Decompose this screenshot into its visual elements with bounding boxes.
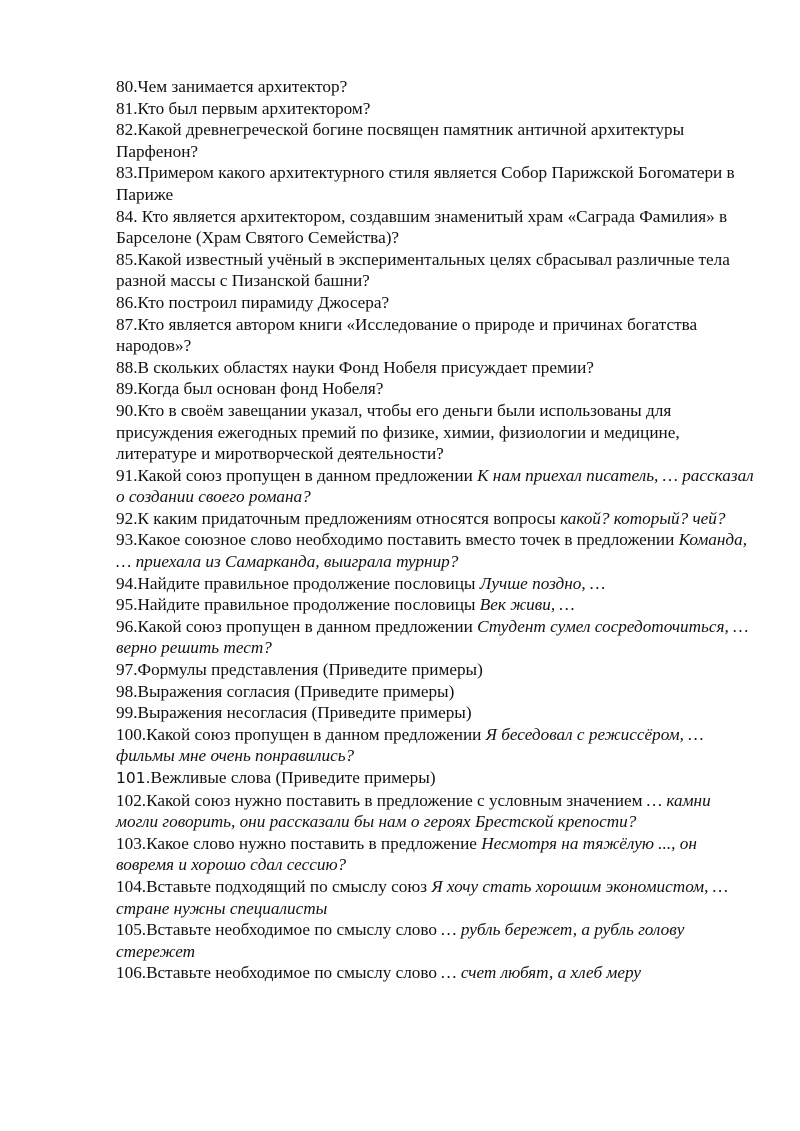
question-80: 80.Чем занимается архитектор?	[116, 77, 348, 96]
question-99: 99.Выражения несогласия (Приведите примеры)	[116, 703, 472, 723]
question-98: 98.Выражения согласия (Приведите примеры)	[116, 681, 455, 701]
question-104: 104.Вставьте подходящий по смыслу союз Я хочу стать хорошим экономистом, … стране нужны специалисты	[116, 876, 728, 918]
question-89: 89.Когда был основан фонд Нобеля?	[116, 379, 384, 399]
question-105: 105.Вставьте необходимое по смыслу слово … рубль бережет, а рубль голову стережет	[116, 920, 685, 961]
question-87: 87.Кто является автором книги «Исследование о природе и причинах богатства народов»?	[116, 314, 698, 356]
question-106: 106.Вставьте необходимое по смыслу слово … счет любят, а хлеб меру	[116, 963, 641, 983]
question-96: 96.Какой союз пропущен в данном предложении Студент сумел сосредоточиться, … верно решить тест?	[116, 616, 749, 658]
question-91: 91.Какой союз пропущен в данном предложении К нам приехал писатель, … рассказал о создании своего романа?	[116, 465, 754, 507]
question-88: 88.В скольких областях науки Фонд Нобеля присуждает премии?	[116, 357, 594, 377]
question-95: 95.Найдите правильное продолжение пословицы Век живи, …	[116, 595, 575, 615]
question-97: 97.Формулы представления (Приведите примеры)	[116, 660, 483, 680]
question-82: 82.Какой древнегреческой богине посвящен памятник античной архитектуры Парфенон?	[116, 120, 685, 161]
question-103: 103.Какое слово нужно поставить в предложение Несмотря на тяжёлую ..., он вовремя и хорошо сдал сессию?	[116, 833, 697, 875]
question-86: 86.Кто построил пирамиду Джосера?	[116, 292, 390, 312]
question-83: 83.Примером какого архитектурного стиля является Собор Парижской Богоматери в Париже	[116, 163, 735, 204]
question-90: 90.Кто в своём завещании указал, чтобы его деньги были использованы для присуждения ежегодных премий по физике, химии, физиологии и медицине, литературе и миротворческой деятельности?	[116, 400, 680, 464]
question-92: 92.К каким придаточным предложениям относятся вопросы какой? который? чей?	[116, 508, 726, 528]
question-81: 81.Кто был первым архитектором?	[116, 98, 371, 118]
question-93: 93.Какое союзное слово необходимо поставить вместо точек в предложении Команда, … приехала из Самарканда, выиграла турнир?	[116, 530, 747, 572]
question-101: 101.Вежливые слова (Приведите примеры)	[116, 768, 436, 787]
question-94: 94.Найдите правильное продолжение пословицы Лучше поздно, …	[116, 573, 606, 593]
question-102: 102.Какой союз нужно поставить в предложение с условным значением … камни могли говорить, они рассказали бы нам о героях Брестской крепости?	[116, 790, 711, 832]
question-100: 100.Какой союз пропущен в данном предложении Я беседовал с режиссёром, … фильмы мне очень понравились?	[116, 724, 704, 766]
question-85: 85.Какой известный учёный в экспериментальных целях сбрасывал различные тела разной массы с Пизанской башни?	[116, 249, 730, 291]
question-84: 84. Кто является архитектором, создавшим знаменитый храм «Саграда Фамилия» в Барселоне (Храм Святого Семейства)?	[116, 206, 728, 248]
document-page	[116, 76, 756, 984]
